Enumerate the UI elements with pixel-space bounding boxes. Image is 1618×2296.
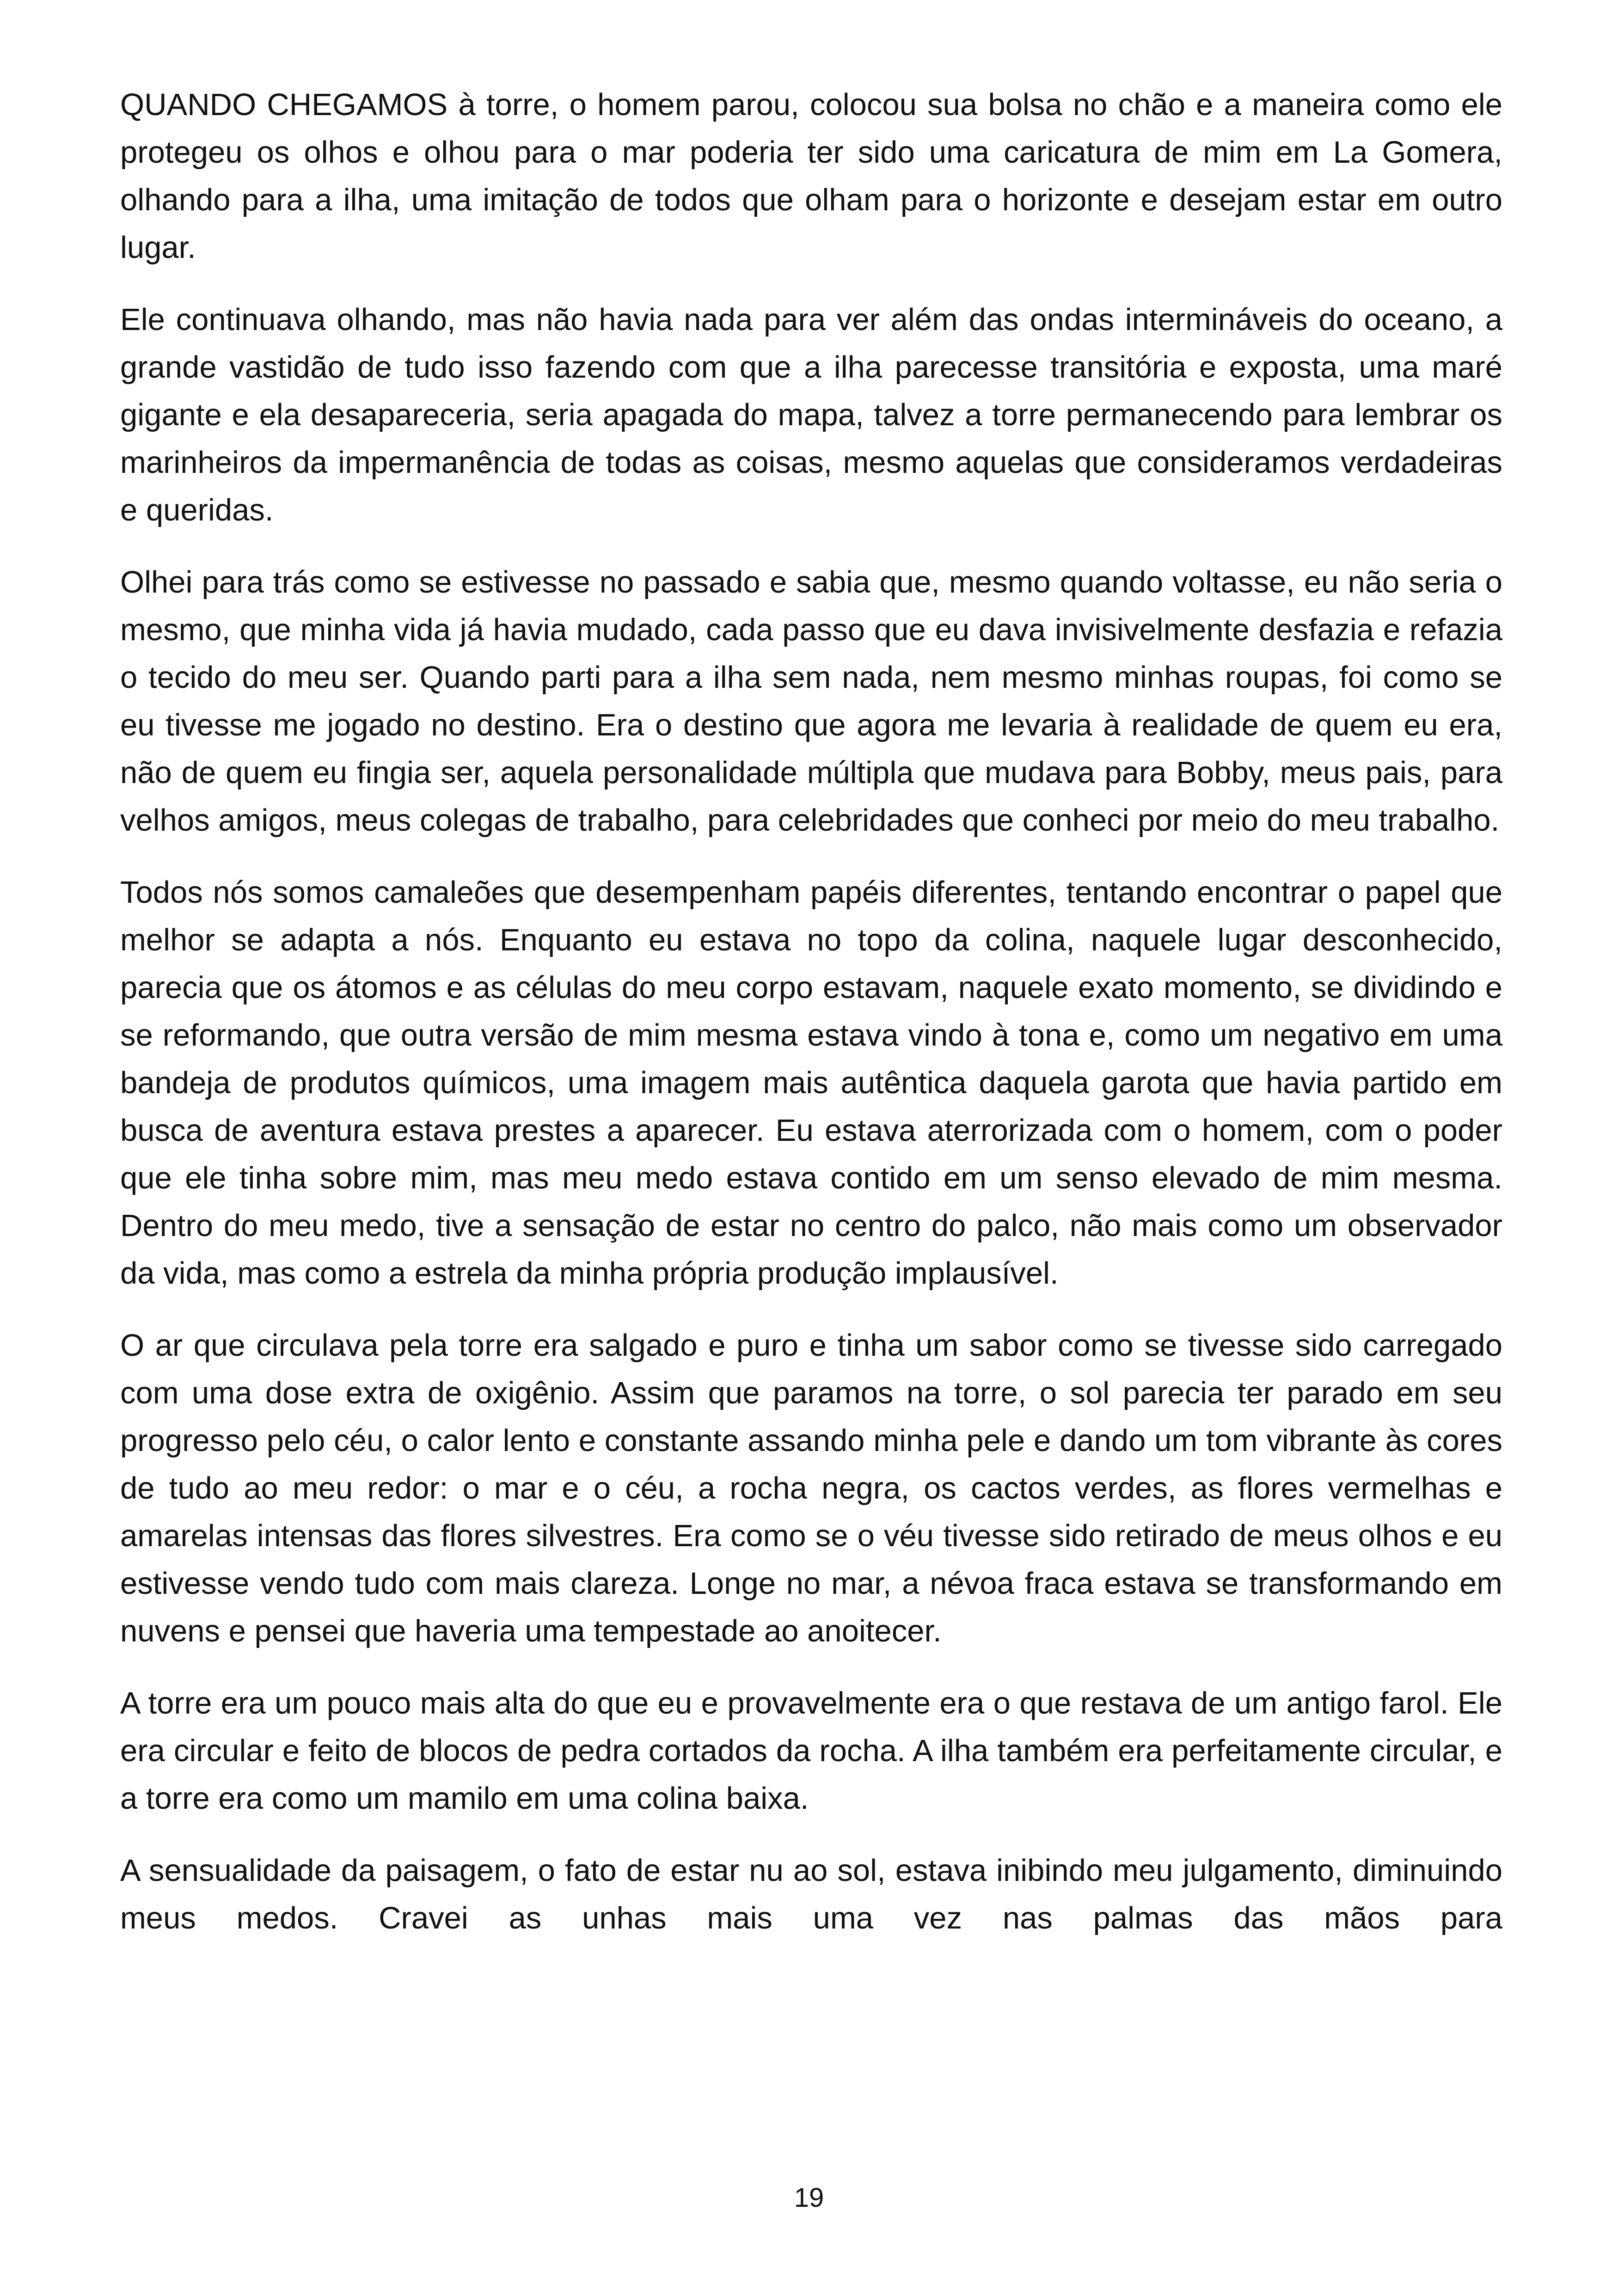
paragraph: Olhei para trás como se estivesse no passado e sabia que, mesmo quando voltasse, eu não seria o mesmo, que minha vida já havia mudado, cada passo que eu dava invisivelmente desfazia e refazia o tecido do meu ser. Quando parti para a ilha sem nada, nem mesmo minhas roupas, foi como se eu tivesse me jogado no destino. Era o destino que agora me levaria à realidade de quem eu era, não de quem eu fingia ser, aquela personalidade múltipla que mudava para Bobby, meus pais, para velhos amigos, meus colegas de trabalho, para celebridades que conheci por meio do meu trabalho.: [120, 565, 1502, 838]
paragraph: A sensualidade da paisagem, o fato de estar nu ao sol, estava inibindo meu julgamento, diminuindo meus medos. Cravei as unhas mais uma vez nas palmas das mãos para: [120, 1853, 1502, 1935]
body-text: [120, 81, 1502, 1942]
paragraph: O ar que circulava pela torre era salgado e puro e tinha um sabor como se tivesse sido carregado com uma dose extra de oxigênio. Assim que paramos na torre, o sol parecia ter parado em seu progresso pelo céu, o calor lento e constante assando minha pele e dando um tom vibrante às cores de tudo ao meu redor: o mar e o céu, a rocha negra, os cactos verdes, as flores vermelhas e amarelas intensas das flores silvestres. Era como se o véu tivesse sido retirado de meus olhos e eu estivesse vendo tudo com mais clareza. Longe no mar, a névoa fraca estava se transformando em nuvens e pensei que haveria uma tempestade ao anoitecer.: [120, 1328, 1502, 1648]
page-number: 19: [794, 2183, 824, 2213]
paragraph: Todos nós somos camaleões que desempenham papéis diferentes, tentando encontrar o papel que melhor se adapta a nós. Enquanto eu estava no topo da colina, naquele lugar desconhecido, parecia que os átomos e as células do meu corpo estavam, naquele exato momento, se dividindo e se reformando, que outra versão de mim mesma estava vindo à tona e, como um negativo em uma bandeja de produtos químicos, uma imagem mais autêntica daquela garota que havia partido em busca de aventura estava prestes a aparecer. Eu estava aterrorizada com o homem, com o poder que ele tinha sobre mim, mas meu medo estava contido em um senso elevado de mim mesma. Dentro do meu medo, tive a sensação de estar no centro do palco, não mais como um observador da vida, mas como a estrela da minha própria produção implausível.: [120, 875, 1502, 1291]
paragraph: QUANDO CHEGAMOS à torre, o homem parou, colocou sua bolsa no chão e a maneira como ele protegeu os olhos e olhou para o mar poderia ter sido uma caricatura de mim em La Gomera, olhando para a ilha, uma imitação de todos que olham para o horizonte e desejam estar em outro lugar.: [120, 87, 1502, 265]
paragraph: A torre era um pouco mais alta do que eu e provavelmente era o que restava de um antigo farol. Ele era circular e feito de blocos de pedra cortados da rocha. A ilha também era perfeitamente circular, e a torre era como um mamilo em uma colina baixa.: [120, 1686, 1502, 1816]
paragraph: Ele continuava olhando, mas não havia nada para ver além das ondas intermináveis do oceano, a grande vastidão de tudo isso fazendo com que a ilha parecesse transitória e exposta, uma maré gigante e ela desapareceria, seria apagada do mapa, talvez a torre permanecendo para lembrar os marinheiros da impermanência de todas as coisas, mesmo aquelas que consideramos verdadeiras e queridas.: [120, 302, 1502, 527]
